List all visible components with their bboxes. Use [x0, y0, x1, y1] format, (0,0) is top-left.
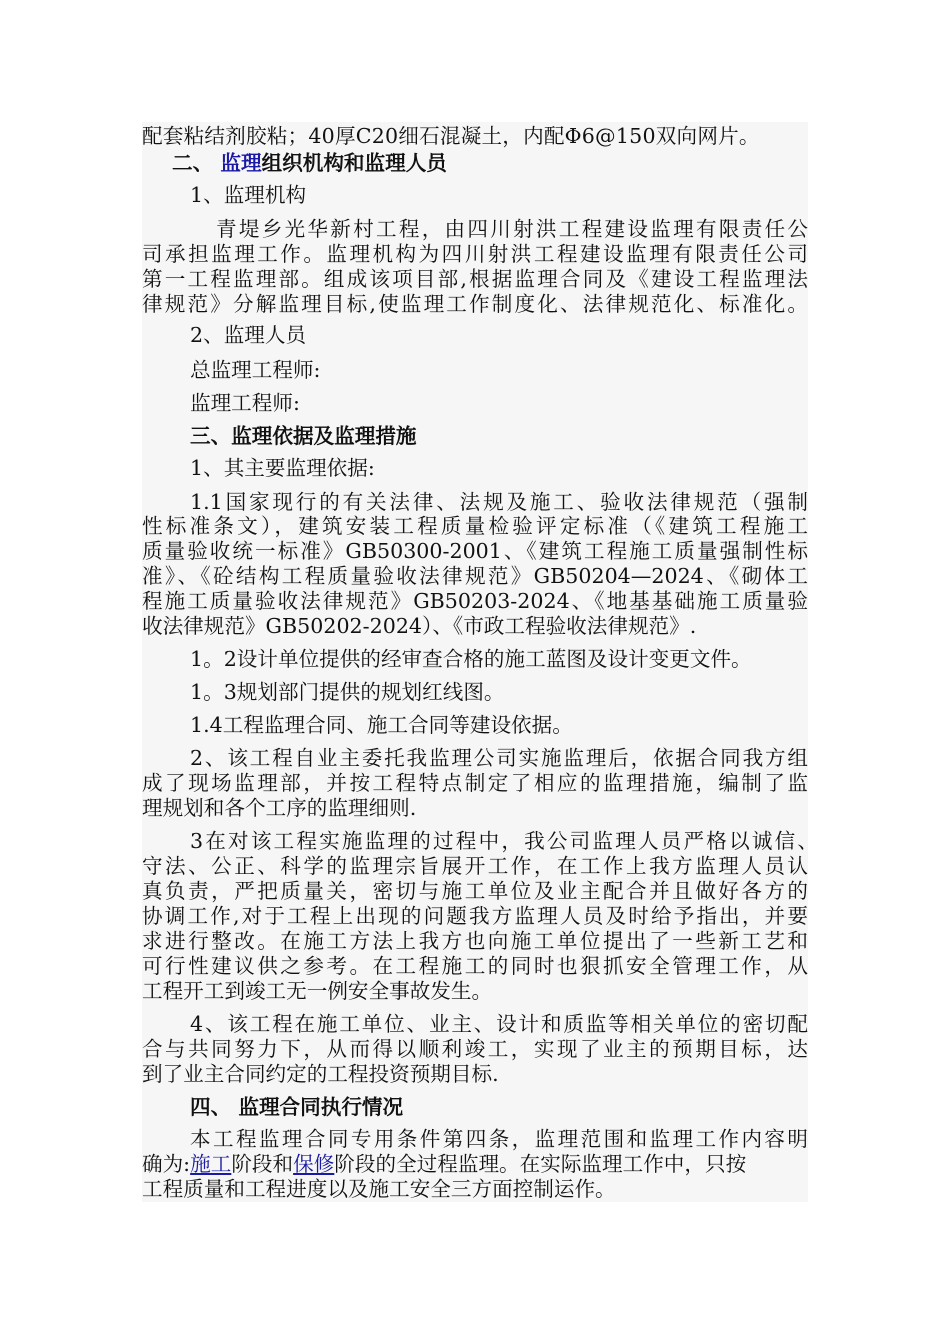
text-line: 司承担监理工作。监理机构为四川射洪工程建设监理有限责任公司: [142, 242, 808, 266]
text-line: 求进行整改。在施工方法上我方也向施工单位提出了一些新工艺和: [142, 929, 808, 953]
subheading: 1、监理机构: [190, 183, 307, 207]
subheading: 2、监理人员: [190, 323, 307, 347]
text-line: 真负责，严把质量关，密切与施工单位及业主配合并且做好各方的: [142, 879, 808, 903]
subheading: 1、其主要监理依据:: [190, 456, 375, 480]
text-line: 性标准条文），建筑安装工程质量检验评定标准（《建筑工程施工: [142, 514, 808, 538]
section-heading-3: 三、监理依据及监理措施: [190, 424, 417, 448]
text-line: 1。2设计单位提供的经审查合格的施工蓝图及设计变更文件。: [190, 647, 752, 671]
text-line: 第一工程监理部。组成该项目部,根据监理合同及《建设工程监理法: [142, 267, 808, 291]
text-line: 可行性建议供之参考。在工程施工的同时也狠抓安全管理工作，从: [142, 954, 808, 978]
text-line: 准》、《砼结构工程质量验收法律规范》GB50204—2024、《砌体工: [142, 564, 808, 588]
text-line: 协调工作,对于工程上出现的问题我方监理人员及时给予指出，并要: [142, 904, 808, 928]
text-segment: 阶段的全过程监理。在实际监理工作中，只按: [334, 1152, 747, 1176]
text-line: 本工程监理合同专用条件第四条，监理范围和监理工作内容明: [190, 1127, 808, 1151]
heading-text: 组织机构和监理人员: [261, 151, 447, 175]
text-line-with-links: [142, 1151, 808, 1177]
text-line: 程施工质量验收法律规范》GB50203-2024、《地基基础施工质量验: [142, 589, 808, 613]
text-line: 2、该工程自业主委托我监理公司实施监理后，依据合同我方组: [190, 746, 808, 770]
text-line: 律规范》分解监理目标,使监理工作制度化、法律规范化、标准化。: [142, 292, 808, 316]
text-line: 1。3规划部门提供的规划红线图。: [190, 680, 505, 704]
text-line: 工程开工到竣工无一例安全事故发生。: [142, 979, 493, 1003]
text-line: 1.4工程监理合同、施工合同等建设依据。: [190, 713, 573, 737]
text-line: 理规划和各个工序的监理细则.: [142, 796, 417, 820]
warranty-link[interactable]: 保修: [293, 1152, 335, 1176]
text-line: 1.1国家现行的有关法律、法规及施工、验收法律规范（强制: [190, 490, 808, 514]
text-line: 成了现场监理部，并按工程特点制定了相应的监理措施，编制了监: [142, 771, 808, 795]
text-line: 青堤乡光华新村工程，由四川射洪工程建设监理有限责任公: [216, 217, 808, 241]
text-line: 质量验收统一标准》GB50300-2001、《建筑工程施工质量强制性标: [142, 539, 808, 563]
text-line: 工程质量和工程进度以及施工安全三方面控制运作。: [142, 1177, 616, 1201]
construction-link[interactable]: 施工: [190, 1152, 232, 1176]
section-heading-2: [172, 150, 808, 176]
text-line: 合与共同努力下，从而得以顺利竣工，实现了业主的预期目标，达: [142, 1037, 808, 1061]
supervision-link[interactable]: 监理: [220, 151, 262, 175]
text-line: 监理工程师:: [190, 391, 300, 415]
text-line: 4、该工程在施工单位、业主、设计和质监等相关单位的密切配: [190, 1012, 808, 1036]
section-heading-4: 四、 监理合同执行情况: [190, 1095, 404, 1119]
text-line: 配套粘结剂胶粘；40厚C20细石混凝土，内配Φ6@150双向网片。: [142, 124, 760, 148]
text-line: 3在对该工程实施监理的过程中，我公司监理人员严格以诚信、: [190, 829, 818, 853]
text-line: 守法、公正、科学的监理宗旨展开工作，在工作上我方监理人员认: [142, 854, 808, 878]
text-line: 到了业主合同约定的工程投资预期目标.: [142, 1062, 499, 1086]
text-segment: 确为:: [142, 1152, 191, 1176]
text-segment: 阶段和: [231, 1152, 294, 1176]
text-line: 总监理工程师:: [190, 358, 321, 382]
heading-number: 二、: [172, 151, 221, 175]
text-line: 收法律规范》GB50202-2024）、《市政工程验收法律规范》.: [142, 614, 697, 638]
